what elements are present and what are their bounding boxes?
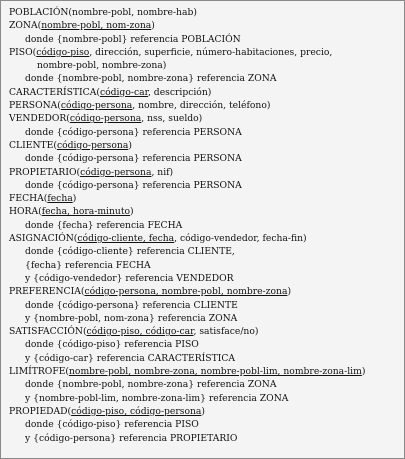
constraint-line [9, 126, 401, 139]
primary-key: código-persona [69, 113, 142, 125]
constraint-line [9, 392, 401, 405]
schema-text: y {nombre-pobl, nom-zona} referencia ZONA [25, 312, 238, 324]
schema-text: donde {código-piso} referencia PISO [25, 339, 199, 351]
schema-text: PERSONA( [9, 100, 61, 112]
primary-key: código-car [99, 86, 148, 98]
relation-line [9, 112, 401, 125]
relation-line [9, 405, 401, 418]
schema-text: ASIGNACIÓN( [9, 233, 78, 245]
schema-text: nombre-pobl, nombre-zona) [37, 60, 167, 72]
schema-text: , código-vendedor, fecha-fin) [174, 233, 307, 245]
constraint-line [9, 152, 401, 165]
constraint-line [9, 219, 401, 232]
schema-text: donde {código-piso} referencia PISO [25, 419, 199, 431]
schema-text: ) [193, 7, 197, 18]
schema-text: y {código-persona} referencia PROPIETARIO [25, 432, 238, 444]
primary-key: código-piso, código-car [86, 326, 194, 338]
schema-text: donde {código-persona} referencia PERSONA [25, 126, 242, 138]
constraint-line [9, 378, 401, 391]
schema-text: donde {código-persona} referencia CLIENTE [25, 299, 238, 311]
schema-text: donde {código-cliente} referencia CLIENTE, [25, 246, 235, 258]
primary-key: código-piso, código-persona [71, 405, 202, 417]
relational-schema [9, 6, 401, 445]
relation-line [9, 365, 401, 378]
schema-text: PREFERENCIA( [9, 286, 85, 298]
schema-text: ) [130, 206, 134, 218]
schema-text: PROPIETARIO( [9, 166, 81, 178]
constraint-line [9, 245, 401, 258]
schema-text: donde {código-persona} referencia PERSONA [25, 153, 242, 165]
schema-text: donde {fecha} referencia FECHA [25, 219, 183, 231]
constraint-line [9, 179, 401, 192]
schema-text: PISO( [9, 46, 37, 58]
relation-line [9, 86, 401, 99]
constraint-line [9, 33, 401, 46]
schema-text: y {código-vendedor} referencia VENDEDOR [25, 272, 234, 284]
primary-key: código-persona [56, 139, 129, 151]
primary-key: código-piso [36, 46, 90, 58]
schema-text: nombre-pobl, nombre-hab [72, 7, 194, 18]
schema-text: CLIENTE( [9, 139, 57, 151]
schema-text: PROPIEDAD( [9, 405, 72, 417]
schema-text: , nss, sueldo) [141, 113, 203, 125]
schema-text: ) [151, 20, 155, 32]
constraint-line [9, 352, 401, 365]
schema-text: FECHA( [9, 193, 48, 205]
constraint-line [9, 59, 401, 72]
relation-line [9, 232, 401, 245]
constraint-line [9, 418, 401, 431]
relation-line [9, 285, 401, 298]
schema-text: ) [72, 193, 77, 205]
constraint-line [9, 432, 401, 445]
schema-text: SATISFACCIÓN( [9, 326, 87, 338]
schema-text: , nombre, dirección, teléfono) [132, 100, 271, 112]
schema-text: donde {nombre-pobl} referencia POBLACIÓN [25, 33, 241, 45]
primary-key: código-persona, nombre-pobl, nombre-zona [84, 286, 288, 298]
schema-text: {fecha} referencia FECHA [25, 259, 151, 271]
schema-text: ) [361, 366, 366, 378]
primary-key: nombre-pobl, nombre-zona, nombre-pobl-lim, nombre-zona-lim [69, 366, 362, 378]
schema-text: HORA( [9, 206, 42, 218]
relation-line [9, 166, 401, 179]
constraint-line [9, 312, 401, 325]
primary-key: código-cliente, fecha [77, 233, 175, 245]
primary-key: fecha, hora-minuto [41, 206, 131, 218]
schema-text: POBLACIÓN( [9, 7, 73, 18]
primary-key: código-persona [60, 100, 133, 112]
relation-line [9, 6, 401, 19]
schema-text: CARACTERÍSTICA( [9, 86, 100, 98]
schema-text: y {nombre-pobl-lim, nombre-zona-lim} referencia ZONA [25, 392, 289, 404]
schema-text: ZONA( [9, 20, 42, 32]
relation-line [9, 205, 401, 218]
constraint-line [9, 299, 401, 312]
schema-text: ) [128, 139, 132, 151]
schema-text: , satisface/no) [193, 326, 259, 338]
primary-key: código-persona [80, 166, 152, 178]
schema-text: LIMÍTROFE( [9, 366, 70, 378]
constraint-line [9, 72, 401, 85]
schema-text: ) [201, 405, 205, 417]
relation-line [9, 46, 401, 59]
schema-text: , descripción) [147, 86, 212, 98]
schema-text: donde {código-persona} referencia PERSONA [25, 179, 242, 191]
primary-key: fecha [47, 193, 73, 205]
relation-line [9, 325, 401, 338]
relation-line [9, 139, 401, 152]
schema-text: donde {nombre-pobl, nombre-zona} referencia ZONA [25, 379, 277, 391]
schema-text: , nif) [151, 166, 174, 178]
schema-text: y {código-car} referencia CARACTERÍSTICA [25, 352, 235, 364]
constraint-line [9, 259, 401, 272]
schema-text: ) [287, 286, 292, 298]
relation-line [9, 19, 401, 32]
constraint-line [9, 338, 401, 351]
relation-line [9, 192, 401, 205]
relation-line [9, 99, 401, 112]
primary-key: nombre-pobl, nom-zona [41, 20, 152, 32]
constraint-line [9, 272, 401, 285]
schema-text: VENDEDOR( [9, 113, 70, 125]
schema-text: donde {nombre-pobl, nombre-zona} referencia ZONA [25, 73, 277, 85]
schema-text: , dirección, superficie, número-habitaciones, precio, [89, 46, 333, 58]
